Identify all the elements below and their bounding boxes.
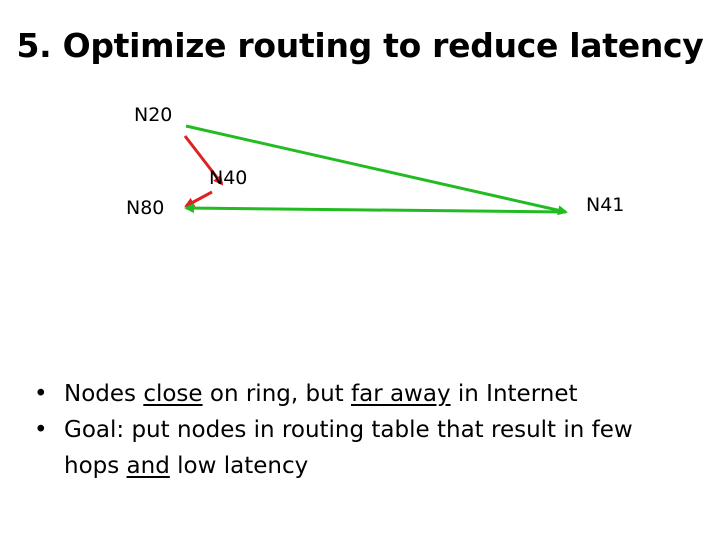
bullet-text: Nodes	[64, 381, 144, 407]
bullet-text: in Internet	[450, 381, 578, 407]
bullet-item	[34, 376, 694, 412]
bullet-list	[34, 376, 694, 484]
underlined-word-and: and	[126, 453, 170, 479]
bullet-text: on ring, but	[202, 381, 351, 407]
routing-diagram	[0, 0, 720, 260]
node-n20-label: N20	[134, 104, 173, 126]
node-n80-label: N80	[126, 197, 165, 219]
bullet-text: Goal: put nodes in routing table that result in few hops	[64, 417, 633, 479]
bullet-marker: •	[34, 417, 48, 443]
node-n41-label: N41	[586, 194, 625, 216]
bullet-marker: •	[34, 381, 48, 407]
node-n40-label: N40	[209, 167, 248, 189]
bullet-item	[34, 412, 694, 484]
underlined-phrase-far-away: far away	[351, 381, 451, 407]
underlined-word-close: close	[143, 381, 203, 407]
edge-n41-to-n80	[186, 208, 566, 212]
bullet-text: low latency	[169, 453, 309, 479]
slide-title: 5. Optimize routing to reduce latency	[16, 26, 704, 65]
edge-n40-to-n80	[186, 192, 212, 206]
